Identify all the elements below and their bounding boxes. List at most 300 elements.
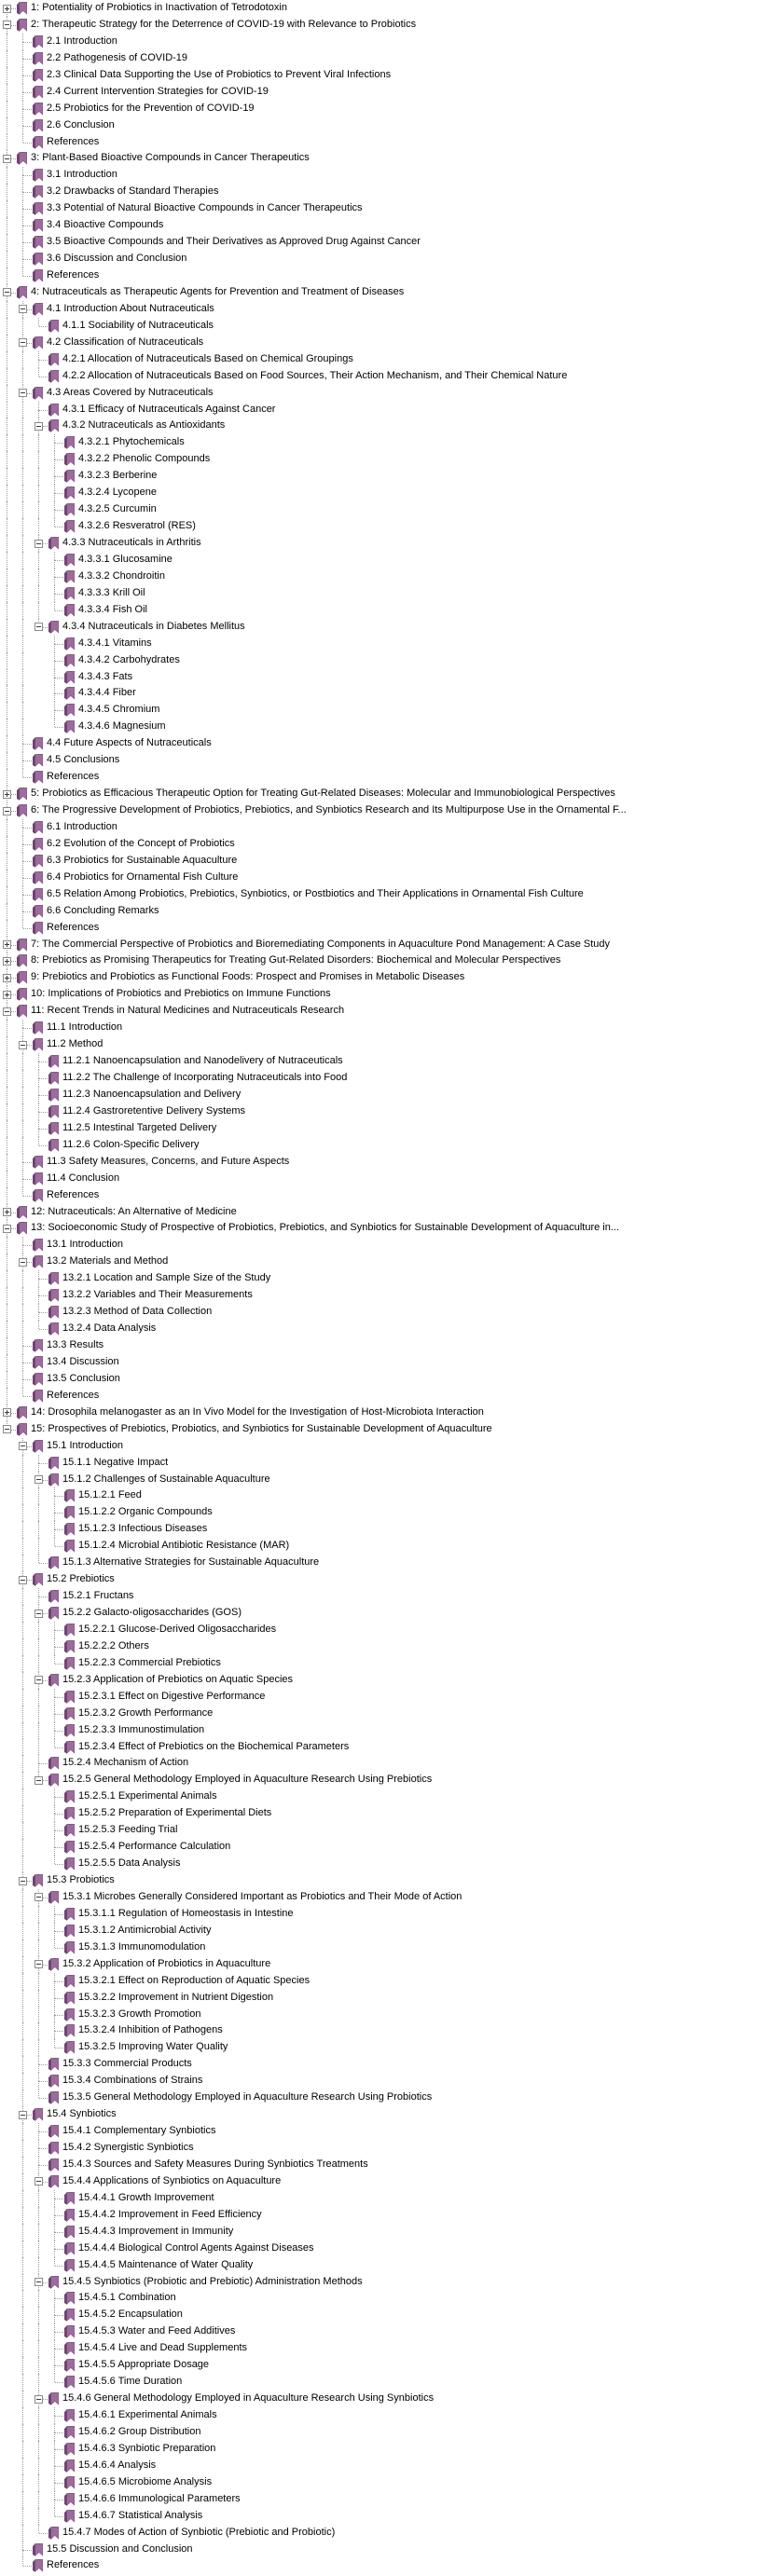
bookmark-ribbon-icon[interactable] bbox=[48, 1607, 59, 1620]
bookmark-ribbon-icon[interactable] bbox=[17, 954, 27, 967]
bookmark-label[interactable]: 13.2.1 Location and Sample Size of the Study bbox=[62, 1272, 271, 1284]
bookmark-label[interactable]: 15.2.3.4 Effect of Prebiotics on the Biochemical Parameters bbox=[78, 1740, 350, 1752]
bookmark-label[interactable]: 15.2.2.3 Commercial Prebiotics bbox=[78, 1656, 221, 1668]
minus-box-icon[interactable] bbox=[19, 389, 27, 397]
bookmark-ribbon-icon[interactable] bbox=[64, 1975, 75, 1988]
bookmark-label[interactable]: 13.2.4 Data Analysis bbox=[62, 1322, 157, 1335]
bookmark-label[interactable]: 3.4 Bioactive Compounds bbox=[47, 219, 164, 231]
bookmark-label[interactable]: 15.2.5.2 Preparation of Experimental Diets bbox=[78, 1807, 272, 1819]
bookmark-ribbon-icon[interactable] bbox=[64, 2510, 75, 2523]
bookmark-ribbon-icon[interactable] bbox=[64, 2192, 75, 2205]
bookmark-label[interactable]: 4.3.2.5 Curcumin bbox=[78, 503, 157, 515]
bookmark-ribbon-icon[interactable] bbox=[48, 1590, 59, 1603]
bookmark-ribbon-icon[interactable] bbox=[48, 1072, 59, 1085]
bookmark-label[interactable]: 15.2.4 Mechanism of Action bbox=[62, 1757, 189, 1769]
bookmark-label[interactable]: References bbox=[47, 921, 100, 933]
bookmark-ribbon-icon[interactable] bbox=[48, 1139, 59, 1152]
bookmark-label[interactable]: 2: Therapeutic Strategy for the Deterrence of COVID-19 with Relevance to Probiotics bbox=[31, 18, 417, 30]
bookmark-label[interactable]: 15.2.5 General Methodology Employed in Aquaculture Research Using Prebiotics bbox=[62, 1774, 433, 1786]
bookmark-ribbon-icon[interactable] bbox=[64, 2242, 75, 2255]
bookmark-ribbon-icon[interactable] bbox=[17, 988, 27, 1001]
bookmark-ribbon-icon[interactable] bbox=[33, 35, 43, 48]
bookmark-label[interactable]: 13.3 Results bbox=[47, 1339, 104, 1350]
bookmark-label[interactable]: 15.2.3.3 Immunostimulation bbox=[78, 1723, 205, 1735]
bookmark-ribbon-icon[interactable] bbox=[33, 888, 43, 901]
bookmark-label[interactable]: 6.2 Evolution of the Concept of Probiotics bbox=[47, 837, 235, 849]
bookmark-ribbon-icon[interactable] bbox=[64, 2460, 75, 2473]
plus-box-icon[interactable] bbox=[3, 1208, 11, 1216]
bookmark-label[interactable]: 11.2.2 The Challenge of Incorporating Nutraceuticals into Food bbox=[62, 1072, 348, 1083]
bookmark-label[interactable]: 9: Prebiotics and Probiotics as Functional Foods: Prospect and Promises in Metabolic Diseases bbox=[31, 971, 465, 983]
bookmark-ribbon-icon[interactable] bbox=[64, 1640, 75, 1653]
bookmark-label[interactable]: 15.3 Probiotics bbox=[47, 1874, 115, 1885]
bookmark-ribbon-icon[interactable] bbox=[64, 2209, 75, 2222]
bookmark-ribbon-icon[interactable] bbox=[64, 470, 75, 483]
bookmark-label[interactable]: 3.2 Drawbacks of Standard Therapies bbox=[47, 185, 219, 198]
bookmark-label[interactable]: 11: Recent Trends in Natural Medicines and Nutraceuticals Research bbox=[31, 1005, 345, 1017]
bookmark-ribbon-icon[interactable] bbox=[48, 1055, 59, 1068]
bookmark-ribbon-icon[interactable] bbox=[64, 1941, 75, 1954]
bookmark-label[interactable]: 11.2.5 Intestinal Targeted Delivery bbox=[62, 1121, 217, 1133]
minus-box-icon[interactable] bbox=[3, 807, 11, 815]
bookmark-ribbon-icon[interactable] bbox=[33, 1239, 43, 1252]
bookmark-ribbon-icon[interactable] bbox=[33, 1339, 43, 1352]
bookmark-label[interactable]: 11.2.6 Colon-Specific Delivery bbox=[62, 1138, 200, 1150]
bookmark-label[interactable]: 15.4.3 Sources and Safety Measures During Synbiotics Treatments bbox=[62, 2158, 368, 2170]
bookmark-ribbon-icon[interactable] bbox=[64, 453, 75, 466]
bookmark-ribbon-icon[interactable] bbox=[64, 2008, 75, 2021]
bookmark-label[interactable]: 15.3.2 Application of Probiotics in Aquaculture bbox=[62, 1957, 271, 1969]
bookmark-label[interactable]: 15.4.4.3 Improvement in Immunity bbox=[78, 2225, 234, 2237]
bookmark-ribbon-icon[interactable] bbox=[48, 621, 59, 634]
bookmark-label[interactable]: 15.1.2.2 Organic Compounds bbox=[78, 1506, 213, 1518]
bookmark-label[interactable]: 15.3.1.1 Regulation of Homeostasis in Intestine bbox=[78, 1907, 294, 1919]
bookmark-label[interactable]: 14: Drosophila melanogaster as an In Vivo Model for the Investigation of Host-Microbiota Interaction bbox=[31, 1405, 484, 1418]
bookmark-ribbon-icon[interactable] bbox=[64, 1523, 75, 1536]
bookmark-label[interactable]: 11.2 Method bbox=[47, 1038, 104, 1050]
bookmark-label[interactable]: 2.6 Conclusion bbox=[47, 118, 115, 130]
bookmark-ribbon-icon[interactable] bbox=[33, 1255, 43, 1268]
bookmark-label[interactable]: 4.3.3.2 Chondroitin bbox=[78, 569, 165, 582]
bookmark-label[interactable]: 15.4.2 Synergistic Synbiotics bbox=[62, 2142, 194, 2153]
bookmark-ribbon-icon[interactable] bbox=[48, 1556, 59, 1569]
bookmark-label[interactable]: 4.3.4.4 Fiber bbox=[78, 687, 136, 699]
bookmark-ribbon-icon[interactable] bbox=[33, 202, 43, 215]
bookmark-label[interactable]: 15.2.3.1 Effect on Digestive Performance bbox=[78, 1690, 266, 1702]
bookmark-label[interactable]: 15.2.3 Application of Prebiotics on Aquatic Species bbox=[62, 1673, 294, 1685]
bookmark-ribbon-icon[interactable] bbox=[64, 2409, 75, 2422]
minus-box-icon[interactable] bbox=[3, 21, 11, 29]
bookmark-ribbon-icon[interactable] bbox=[64, 1741, 75, 1754]
bookmark-ribbon-icon[interactable] bbox=[33, 303, 43, 316]
bookmark-ribbon-icon[interactable] bbox=[64, 2292, 75, 2305]
bookmark-ribbon-icon[interactable] bbox=[33, 855, 43, 868]
bookmark-label[interactable]: 15.4.6.2 Group Distribution bbox=[78, 2425, 201, 2437]
bookmark-ribbon-icon[interactable] bbox=[64, 1925, 75, 1938]
bookmark-ribbon-icon[interactable] bbox=[33, 1021, 43, 1035]
bookmark-label[interactable]: 3: Plant-Based Bioactive Compounds in Cancer Therapeutics bbox=[31, 152, 310, 164]
bookmark-ribbon-icon[interactable] bbox=[64, 2041, 75, 2054]
bookmark-ribbon-icon[interactable] bbox=[33, 771, 43, 784]
bookmark-label[interactable]: 15.1.2 Challenges of Sustainable Aquaculture bbox=[62, 1473, 270, 1485]
bookmark-label[interactable]: 3.5 Bioactive Compounds and Their Derivatives as Approved Drug Against Cancer bbox=[47, 236, 421, 248]
bookmark-ribbon-icon[interactable] bbox=[64, 2024, 75, 2037]
bookmark-ribbon-icon[interactable] bbox=[33, 169, 43, 182]
bookmark-ribbon-icon[interactable] bbox=[64, 1857, 75, 1870]
minus-box-icon[interactable] bbox=[19, 305, 27, 313]
bookmark-label[interactable]: 15.4.5.2 Encapsulation bbox=[78, 2309, 183, 2321]
minus-box-icon[interactable] bbox=[35, 1893, 43, 1901]
bookmark-label[interactable]: 15.4.5 Synbiotics (Probiotic and Prebiotic) Administration Methods bbox=[62, 2275, 363, 2287]
bookmark-label[interactable]: 15.4.6 General Methodology Employed in Aquaculture Research Using Synbiotics bbox=[62, 2392, 435, 2405]
bookmark-ribbon-icon[interactable] bbox=[33, 1172, 43, 1185]
bookmark-label[interactable]: 4.4 Future Aspects of Nutraceuticals bbox=[47, 737, 212, 749]
bookmark-ribbon-icon[interactable] bbox=[48, 370, 59, 383]
bookmark-ribbon-icon[interactable] bbox=[64, 1807, 75, 1820]
bookmark-ribbon-icon[interactable] bbox=[64, 654, 75, 667]
bookmark-ribbon-icon[interactable] bbox=[64, 1824, 75, 1837]
bookmark-label[interactable]: 15.3.5 General Methodology Employed in Aquaculture Research Using Probiotics bbox=[62, 2091, 433, 2103]
bookmark-label[interactable]: 3.3 Potential of Natural Bioactive Compounds in Cancer Therapeutics bbox=[47, 202, 363, 214]
bookmark-label[interactable]: 4.2 Classification of Nutraceuticals bbox=[47, 336, 204, 348]
bookmark-ribbon-icon[interactable] bbox=[64, 570, 75, 583]
bookmark-label[interactable]: 8: Prebiotics as Promising Therapeutics for Treating Gut-Related Disorders: Biochemical and Molecular Perspectives bbox=[31, 954, 561, 966]
bookmark-label[interactable]: 4.3.4.3 Fats bbox=[78, 670, 133, 682]
bookmark-ribbon-icon[interactable] bbox=[64, 1724, 75, 1737]
bookmark-ribbon-icon[interactable] bbox=[48, 1306, 59, 1319]
bookmark-label[interactable]: 15.2.5.4 Performance Calculation bbox=[78, 1841, 231, 1853]
minus-box-icon[interactable] bbox=[35, 1960, 43, 1968]
minus-box-icon[interactable] bbox=[35, 1610, 43, 1618]
minus-box-icon[interactable] bbox=[3, 288, 11, 296]
bookmark-label[interactable]: 15.1.2.1 Feed bbox=[78, 1489, 142, 1501]
bookmark-label[interactable]: 4.2.2 Allocation of Nutraceuticals Based on Food Sources, Their Action Mechanism, and Their Chemical Nature bbox=[62, 369, 568, 381]
bookmark-label[interactable]: 15.3.2.1 Effect on Reproduction of Aquatic Species bbox=[78, 1974, 311, 1986]
bookmark-ribbon-icon[interactable] bbox=[48, 2175, 59, 2188]
bookmark-label[interactable]: 4: Nutraceuticals as Therapeutic Agents for Prevention and Treatment of Diseases bbox=[31, 285, 405, 297]
bookmark-ribbon-icon[interactable] bbox=[64, 2476, 75, 2489]
bookmark-ribbon-icon[interactable] bbox=[17, 1423, 27, 1436]
bookmark-ribbon-icon[interactable] bbox=[17, 939, 27, 952]
bookmark-label[interactable]: 4.3.4.5 Chromium bbox=[78, 704, 160, 716]
bookmark-label[interactable]: 15.4.4.4 Biological Control Agents Against Diseases bbox=[78, 2241, 314, 2254]
minus-box-icon[interactable] bbox=[35, 540, 43, 548]
minus-box-icon[interactable] bbox=[3, 155, 11, 163]
bookmark-label[interactable]: 15.2 Prebiotics bbox=[47, 1573, 115, 1585]
bookmark-ribbon-icon[interactable] bbox=[33, 185, 43, 199]
bookmark-ribbon-icon[interactable] bbox=[48, 1757, 59, 1770]
minus-box-icon[interactable] bbox=[35, 2395, 43, 2404]
bookmark-label[interactable]: 6.6 Concluding Remarks bbox=[47, 904, 159, 916]
bookmark-label[interactable]: References bbox=[47, 1188, 100, 1200]
minus-box-icon[interactable] bbox=[35, 1676, 43, 1684]
bookmark-label[interactable]: 2.5 Probiotics for the Prevention of COVID-19 bbox=[47, 102, 255, 114]
bookmark-label[interactable]: 4.3.4.6 Magnesium bbox=[78, 720, 166, 733]
bookmark-ribbon-icon[interactable] bbox=[48, 2276, 59, 2289]
bookmark-label[interactable]: References bbox=[47, 1389, 100, 1401]
bookmark-label[interactable]: 4.3.2.4 Lycopene bbox=[78, 486, 157, 499]
bookmark-label[interactable]: 13.2.3 Method of Data Collection bbox=[62, 1306, 213, 1318]
bookmark-ribbon-icon[interactable] bbox=[64, 2325, 75, 2338]
bookmark-ribbon-icon[interactable] bbox=[33, 69, 43, 82]
bookmark-label[interactable]: 15.1.2.3 Infectious Diseases bbox=[78, 1523, 208, 1535]
bookmark-label[interactable]: 15.4.5.5 Appropriate Dosage bbox=[78, 2359, 210, 2371]
bookmark-label[interactable]: 2.2 Pathogenesis of COVID-19 bbox=[47, 51, 188, 63]
bookmark-ribbon-icon[interactable] bbox=[17, 788, 27, 801]
bookmark-label[interactable]: 4.3.1 Efficacy of Nutraceuticals Against Cancer bbox=[62, 403, 276, 415]
bookmark-label[interactable]: 15.2.1 Fructans bbox=[62, 1590, 134, 1602]
bookmark-label[interactable]: 6.3 Probiotics for Sustainable Aquaculture bbox=[47, 854, 238, 866]
bookmark-label[interactable]: 15.1.3 Alternative Strategies for Sustainable Aquaculture bbox=[62, 1556, 320, 1569]
bookmark-ribbon-icon[interactable] bbox=[17, 1406, 27, 1419]
bookmark-label[interactable]: 13.4 Discussion bbox=[47, 1355, 119, 1367]
bookmark-ribbon-icon[interactable] bbox=[64, 587, 75, 600]
bookmark-ribbon-icon[interactable] bbox=[64, 2426, 75, 2439]
bookmark-ribbon-icon[interactable] bbox=[33, 119, 43, 132]
minus-box-icon[interactable] bbox=[35, 1776, 43, 1785]
bookmark-ribbon-icon[interactable] bbox=[64, 2443, 75, 2456]
bookmark-ribbon-icon[interactable] bbox=[48, 537, 59, 550]
bookmark-label[interactable]: 15.4.7 Modes of Action of Synbiotic (Prebiotic and Probiotic) bbox=[62, 2526, 336, 2538]
plus-box-icon[interactable] bbox=[3, 1408, 11, 1417]
bookmark-label[interactable]: 15.3.1.3 Immunomodulation bbox=[78, 1940, 206, 1953]
bookmark-ribbon-icon[interactable] bbox=[64, 1790, 75, 1803]
bookmark-label[interactable]: 4.3.2.1 Phytochemicals bbox=[78, 436, 185, 448]
minus-box-icon[interactable] bbox=[19, 1258, 27, 1267]
bookmark-ribbon-icon[interactable] bbox=[64, 1992, 75, 2005]
bookmark-label[interactable]: 15.4.4 Applications of Synbiotics on Aquaculture bbox=[62, 2174, 282, 2186]
bookmark-ribbon-icon[interactable] bbox=[17, 1005, 27, 1018]
bookmark-ribbon-icon[interactable] bbox=[64, 2359, 75, 2372]
bookmark-ribbon-icon[interactable] bbox=[48, 1891, 59, 1904]
minus-box-icon[interactable] bbox=[35, 2278, 43, 2286]
bookmark-label[interactable]: 13.2.2 Variables and Their Measurements bbox=[62, 1289, 253, 1301]
bookmark-ribbon-icon[interactable] bbox=[33, 2543, 43, 2556]
bookmark-label[interactable]: 15.4.5.6 Time Duration bbox=[78, 2376, 183, 2388]
minus-box-icon[interactable] bbox=[35, 2177, 43, 2185]
bookmark-label[interactable]: 4.1 Introduction About Nutraceuticals bbox=[47, 302, 214, 314]
bookmark-label[interactable]: 3.6 Discussion and Conclusion bbox=[47, 253, 187, 265]
bookmark-label[interactable]: 11.2.3 Nanoencapsulation and Delivery bbox=[62, 1088, 242, 1100]
bookmark-ribbon-icon[interactable] bbox=[64, 554, 75, 567]
bookmark-ribbon-icon[interactable] bbox=[33, 269, 43, 282]
bookmark-label[interactable]: 15.2.2.2 Others bbox=[78, 1639, 149, 1651]
bookmark-label[interactable]: 15.4.6.1 Experimental Animals bbox=[78, 2409, 217, 2420]
minus-box-icon[interactable] bbox=[19, 1576, 27, 1584]
bookmark-ribbon-icon[interactable] bbox=[64, 2376, 75, 2389]
bookmark-label[interactable]: 15.4.6.7 Statistical Analysis bbox=[78, 2509, 203, 2521]
bookmark-label[interactable]: 4.3.3.1 Glucosamine bbox=[78, 553, 173, 565]
bookmark-ribbon-icon[interactable] bbox=[64, 1506, 75, 1519]
bookmark-ribbon-icon[interactable] bbox=[64, 1540, 75, 1553]
bookmark-label[interactable]: 15.2.2.1 Glucose-Derived Oligosaccharides bbox=[78, 1623, 277, 1635]
bookmark-ribbon-icon[interactable] bbox=[33, 838, 43, 851]
bookmark-label[interactable]: 4.3.3.4 Fish Oil bbox=[78, 603, 147, 615]
bookmark-ribbon-icon[interactable] bbox=[33, 737, 43, 750]
bookmark-label[interactable]: 15.4.6.6 Immunological Parameters bbox=[78, 2492, 241, 2504]
bookmark-ribbon-icon[interactable] bbox=[33, 1373, 43, 1386]
bookmark-ribbon-icon[interactable] bbox=[48, 320, 59, 333]
bookmark-label[interactable]: 15.4.4.5 Maintenance of Water Quality bbox=[78, 2258, 254, 2270]
plus-box-icon[interactable] bbox=[3, 5, 11, 13]
bookmark-label[interactable]: 2.3 Clinical Data Supporting the Use of Probiotics to Prevent Viral Infections bbox=[47, 68, 392, 80]
bookmark-ribbon-icon[interactable] bbox=[33, 754, 43, 767]
bookmark-label[interactable]: 4.3.4.2 Carbohydrates bbox=[78, 653, 180, 665]
bookmark-ribbon-icon[interactable] bbox=[48, 1289, 59, 1302]
bookmark-ribbon-icon[interactable] bbox=[33, 1156, 43, 1169]
bookmark-label[interactable]: 4.3.2 Nutraceuticals as Antioxidants bbox=[62, 419, 226, 432]
bookmark-label[interactable]: 15.4.5.1 Combination bbox=[78, 2292, 176, 2304]
bookmark-ribbon-icon[interactable] bbox=[48, 2527, 59, 2540]
bookmark-label[interactable]: 11.2.1 Nanoencapsulation and Nanodelivery of Nutraceuticals bbox=[62, 1055, 343, 1067]
bookmark-label[interactable]: 15.4.6.5 Microbiome Analysis bbox=[78, 2475, 213, 2487]
bookmark-label[interactable]: 15: Prospectives of Prebiotics, Probiotics, and Synbiotics for Sustainable Development of Aquaculture bbox=[31, 1422, 492, 1434]
bookmark-label[interactable]: References bbox=[47, 269, 100, 281]
bookmark-ribbon-icon[interactable] bbox=[64, 637, 75, 651]
bookmark-ribbon-icon[interactable] bbox=[17, 286, 27, 299]
bookmark-ribbon-icon[interactable] bbox=[17, 152, 27, 165]
bookmark-label[interactable]: 10: Implications of Probiotics and Prebiotics on Immune Functions bbox=[31, 988, 331, 1000]
bookmark-ribbon-icon[interactable] bbox=[48, 419, 59, 432]
bookmark-label[interactable]: 15.3.3 Commercial Products bbox=[62, 2058, 192, 2070]
bookmark-label[interactable]: 11.4 Conclusion bbox=[47, 1172, 120, 1184]
bookmark-label[interactable]: 11.3 Safety Measures, Concerns, and Future Aspects bbox=[47, 1155, 290, 1167]
bookmark-label[interactable]: 6.4 Probiotics for Ornamental Fish Culture bbox=[47, 870, 239, 883]
minus-box-icon[interactable] bbox=[3, 1225, 11, 1233]
bookmark-ribbon-icon[interactable] bbox=[33, 336, 43, 349]
bookmark-label[interactable]: 15.3.2.3 Growth Promotion bbox=[78, 2007, 201, 2020]
bookmark-label[interactable]: 13.2 Materials and Method bbox=[47, 1255, 169, 1267]
bookmark-label[interactable]: 7: The Commercial Perspective of Probiotics and Bioremediating Components in Aquaculture Pond Management: A Case Study bbox=[31, 938, 611, 950]
plus-box-icon[interactable] bbox=[3, 957, 11, 966]
bookmark-label[interactable]: 4.3.4.1 Vitamins bbox=[78, 637, 152, 649]
bookmark-label[interactable]: 12: Nutraceuticals: An Alternative of Medicine bbox=[31, 1205, 237, 1217]
bookmark-ribbon-icon[interactable] bbox=[48, 1105, 59, 1118]
bookmark-label[interactable]: 15.1.1 Negative Impact bbox=[62, 1456, 169, 1468]
bookmark-label[interactable]: 4.3.3 Nutraceuticals in Arthritis bbox=[62, 537, 201, 548]
bookmark-ribbon-icon[interactable] bbox=[48, 1322, 59, 1336]
bookmark-ribbon-icon[interactable] bbox=[17, 1222, 27, 1235]
bookmark-ribbon-icon[interactable] bbox=[33, 219, 43, 232]
bookmark-ribbon-icon[interactable] bbox=[64, 1657, 75, 1670]
bookmark-ribbon-icon[interactable] bbox=[48, 1457, 59, 1470]
bookmark-ribbon-icon[interactable] bbox=[33, 2559, 43, 2572]
bookmark-label[interactable]: 13: Socioeconomic Study of Prospective of Probiotics, Prebiotics, and Synbiotics for Sustainable Development of Aquaculture in... bbox=[31, 1222, 620, 1234]
bookmark-ribbon-icon[interactable] bbox=[33, 871, 43, 884]
bookmark-ribbon-icon[interactable] bbox=[64, 604, 75, 617]
bookmark-label[interactable]: 11.1 Introduction bbox=[47, 1021, 123, 1034]
bookmark-ribbon-icon[interactable] bbox=[33, 1356, 43, 1369]
bookmark-label[interactable]: 11.2.4 Gastroretentive Delivery Systems bbox=[62, 1104, 246, 1117]
bookmark-ribbon-icon[interactable] bbox=[48, 1774, 59, 1787]
bookmark-ribbon-icon[interactable] bbox=[33, 821, 43, 834]
minus-box-icon[interactable] bbox=[35, 623, 43, 631]
minus-box-icon[interactable] bbox=[19, 1877, 27, 1885]
bookmark-label[interactable]: 4.3.2.2 Phenolic Compounds bbox=[78, 453, 211, 465]
bookmark-label[interactable]: 4.2.1 Allocation of Nutraceuticals Based on Chemical Groupings bbox=[62, 352, 353, 364]
bookmark-label[interactable]: References bbox=[47, 2559, 100, 2571]
plus-box-icon[interactable] bbox=[3, 991, 11, 999]
bookmark-label[interactable]: 1: Potentiality of Probiotics in Inactivation of Tetrodotoxin bbox=[31, 2, 287, 13]
bookmark-label[interactable]: 15.5 Discussion and Conclusion bbox=[47, 2542, 193, 2555]
minus-box-icon[interactable] bbox=[35, 422, 43, 431]
bookmark-label[interactable]: 15.4.6.4 Analysis bbox=[78, 2459, 157, 2471]
minus-box-icon[interactable] bbox=[3, 1425, 11, 1433]
bookmark-ribbon-icon[interactable] bbox=[33, 387, 43, 400]
bookmark-label[interactable]: 15.3.1 Microbes Generally Considered Important as Probiotics and Their Mode of Action bbox=[62, 1890, 462, 1902]
bookmark-ribbon-icon[interactable] bbox=[33, 52, 43, 65]
bookmark-label[interactable]: 15.3.2.4 Inhibition of Pathogens bbox=[78, 2024, 223, 2036]
bookmark-label[interactable]: 15.3.4 Combinations of Strains bbox=[62, 2075, 203, 2087]
bookmark-label[interactable]: 6.5 Relation Among Probiotics, Prebiotics, Synbiotics, or Postbiotics and Their Applications in Ornamental Fish Culture bbox=[47, 887, 584, 899]
bookmark-label[interactable]: 15.4.5.4 Live and Dead Supplements bbox=[78, 2342, 248, 2354]
bookmark-label[interactable]: 15.4.4.2 Improvement in Feed Efficiency bbox=[78, 2208, 262, 2220]
bookmark-label[interactable]: 15.2.5.1 Experimental Animals bbox=[78, 1790, 217, 1802]
bookmark-ribbon-icon[interactable] bbox=[17, 19, 27, 32]
minus-box-icon[interactable] bbox=[19, 2111, 27, 2119]
minus-box-icon[interactable] bbox=[19, 338, 27, 347]
bookmark-ribbon-icon[interactable] bbox=[48, 1473, 59, 1487]
bookmark-ribbon-icon[interactable] bbox=[64, 503, 75, 516]
bookmark-ribbon-icon[interactable] bbox=[33, 253, 43, 266]
bookmark-ribbon-icon[interactable] bbox=[48, 2142, 59, 2155]
bookmark-label[interactable]: 15.3.2.5 Improving Water Quality bbox=[78, 2041, 228, 2053]
bookmark-label[interactable]: References bbox=[47, 771, 100, 783]
bookmark-ribbon-icon[interactable] bbox=[64, 720, 75, 733]
bookmark-ribbon-icon[interactable] bbox=[33, 1189, 43, 1202]
bookmark-label[interactable]: 4.3.2.3 Berberine bbox=[78, 470, 158, 482]
bookmark-label[interactable]: 15.4.1 Complementary Synbiotics bbox=[62, 2125, 216, 2137]
bookmark-label[interactable]: 15.1 Introduction bbox=[47, 1439, 123, 1451]
bookmark-ribbon-icon[interactable] bbox=[48, 1674, 59, 1687]
bookmark-ribbon-icon[interactable] bbox=[64, 2259, 75, 2272]
bookmark-ribbon-icon[interactable] bbox=[48, 353, 59, 366]
bookmark-label[interactable]: 15.2.5.3 Feeding Trial bbox=[78, 1824, 178, 1836]
bookmark-ribbon-icon[interactable] bbox=[64, 2342, 75, 2355]
bookmark-label[interactable]: 15.3.1.2 Antimicrobial Activity bbox=[78, 1924, 212, 1936]
bookmark-ribbon-icon[interactable] bbox=[48, 404, 59, 417]
bookmark-ribbon-icon[interactable] bbox=[48, 2158, 59, 2172]
bookmark-ribbon-icon[interactable] bbox=[64, 2493, 75, 2506]
bookmark-ribbon-icon[interactable] bbox=[64, 2226, 75, 2239]
bookmark-label[interactable]: 6.1 Introduction bbox=[47, 820, 117, 832]
bookmark-ribbon-icon[interactable] bbox=[33, 86, 43, 99]
bookmark-label[interactable]: 13.5 Conclusion bbox=[47, 1372, 120, 1384]
bookmark-ribbon-icon[interactable] bbox=[48, 2091, 59, 2104]
bookmark-ribbon-icon[interactable] bbox=[17, 971, 27, 984]
bookmark-label[interactable]: References bbox=[47, 135, 100, 147]
bookmark-ribbon-icon[interactable] bbox=[48, 1958, 59, 1971]
bookmark-ribbon-icon[interactable] bbox=[64, 486, 75, 500]
bookmark-ribbon-icon[interactable] bbox=[48, 1272, 59, 1285]
bookmark-ribbon-icon[interactable] bbox=[64, 671, 75, 684]
bookmark-ribbon-icon[interactable] bbox=[64, 520, 75, 533]
bookmark-ribbon-icon[interactable] bbox=[64, 687, 75, 700]
bookmark-ribbon-icon[interactable] bbox=[64, 1841, 75, 1854]
plus-box-icon[interactable] bbox=[3, 790, 11, 799]
bookmark-label[interactable]: 15.1.2.4 Microbial Antibiotic Resistance (MAR) bbox=[78, 1540, 290, 1552]
bookmark-ribbon-icon[interactable] bbox=[17, 804, 27, 817]
bookmark-label[interactable]: 15.2.3.2 Growth Performance bbox=[78, 1706, 214, 1719]
bookmark-ribbon-icon[interactable] bbox=[33, 905, 43, 918]
plus-box-icon[interactable] bbox=[3, 940, 11, 949]
plus-box-icon[interactable] bbox=[3, 974, 11, 982]
bookmark-ribbon-icon[interactable] bbox=[64, 1691, 75, 1704]
bookmark-ribbon-icon[interactable] bbox=[33, 922, 43, 935]
bookmark-label[interactable]: 4.3.3.3 Krill Oil bbox=[78, 586, 145, 598]
minus-box-icon[interactable] bbox=[19, 1041, 27, 1049]
bookmark-ribbon-icon[interactable] bbox=[33, 1573, 43, 1586]
